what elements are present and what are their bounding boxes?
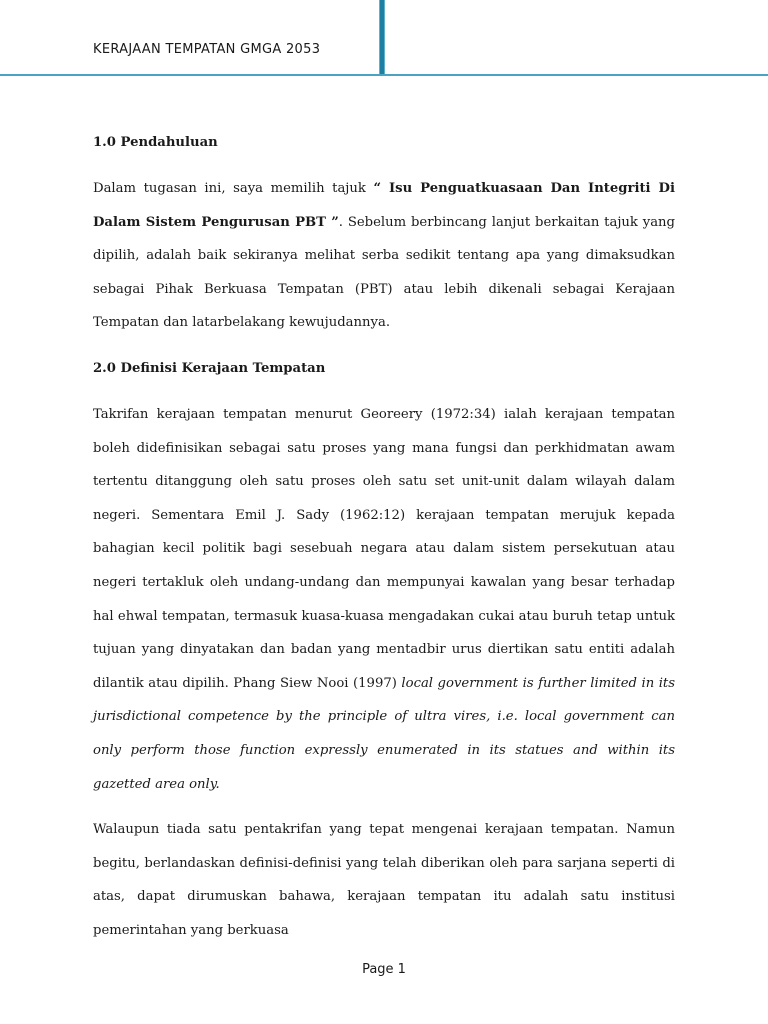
intro-text-post: . Sebelum berbincang lanjut berkaitan tajuk yang dipilih, adalah baik sekiranya melihat serba sedikit tentang apa yang dimaksudkan sebagai Pihak Berkuasa Tempatan (PBT) atau lebih dikenali sebagai Kerajaan Tempatan dan latarbelakang kewujudannya.: [93, 214, 675, 331]
definition-paragraph-2: Walaupun tiada satu pentakrifan yang tepat mengenai kerajaan tempatan. Namun begitu, berlandaskan definisi-definisi yang telah diberikan oleh para sarjana seperti di atas, dapat dirumuskan bahawa, kerajaan tempatan itu adalah satu institusi pemerintahan yang berkuasa: [93, 822, 675, 938]
header-title: KERAJAAN TEMPATAN GMGA 2053: [93, 42, 321, 57]
section-heading-intro: 1.0 Pendahuluan: [93, 135, 218, 150]
section-heading-definition: 2.0 Definisi Kerajaan Tempatan: [93, 360, 326, 376]
page-number: Page 1: [362, 962, 406, 977]
definition-quote: local government is further limited in its jurisdictional competence by the principle of ultra vires, i.e. local government can only perform those function expressly enumerated in its statues and within its gazetted area only.: [93, 675, 675, 792]
header-rule: [0, 74, 768, 76]
intro-text-pre: Dalam tugasan ini, saya memilih tajuk: [93, 181, 374, 196]
definition-text: Takrifan kerajaan tempatan menurut Georeery (1972:34) ialah kerajaan tempatan boleh didefinisikan sebagai satu proses yang mana fungsi dan perkhidmatan awam tertentu ditanggung oleh satu proses oleh satu set unit-unit dalam wilayah dalam negeri. Sementara Emil J. Sady (1962:12) kerajaan tempatan merujuk kepada bahagian kecil politik bagi sesebuah negara atau dalam sistem persekutuan atau negeri tertakluk oleh undang-undang dan mempunyai kawalan yang besar terhadap hal ehwal tempatan, termasuk kuasa-kuasa mengadakan cukai atau buruh tetap untuk tujuan yang dinyatakan dan badan yang mentadbir urus diertikan satu entiti adalah dilantik atau dipilih. Phang Siew Nooi (1997): [93, 406, 675, 691]
definition-paragraph-1: [93, 398, 675, 801]
document-body: [93, 126, 675, 947]
intro-paragraph: [93, 172, 675, 340]
header-accent-bar: [379, 0, 385, 76]
intro-topic-title: “ Isu Penguatkuasaan Dan Integriti Di Dalam Sistem Pengurusan PBT ”: [93, 181, 675, 230]
